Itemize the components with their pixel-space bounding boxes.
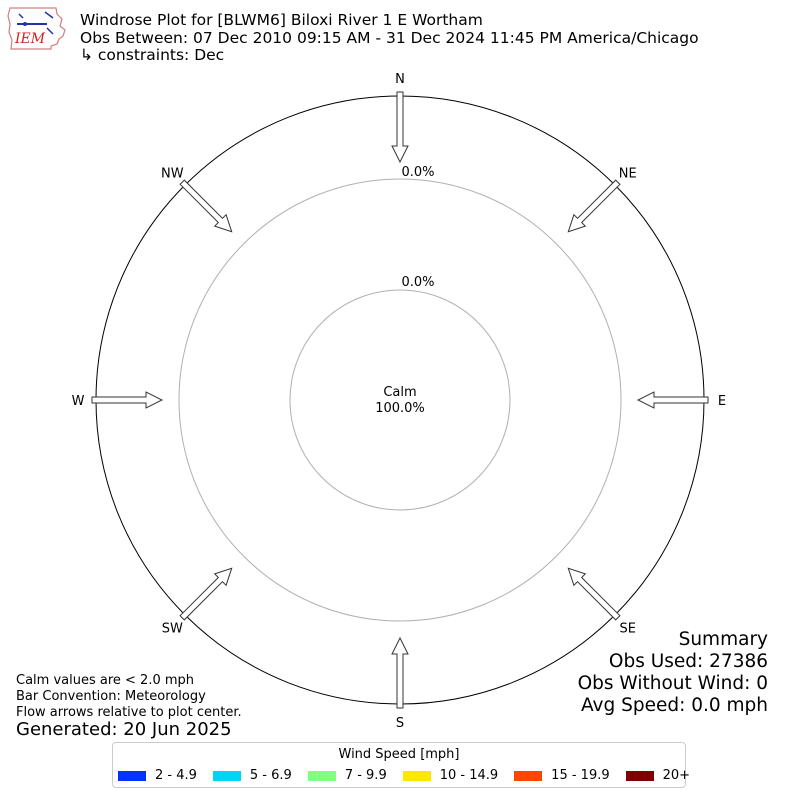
legend-label: 7 - 9.9 [344, 768, 387, 783]
plot-title: Windrose Plot for [BLWM6] Biloxi River 1 E Wortham [80, 11, 483, 29]
legend-item [308, 768, 387, 783]
flow-arrows-note: Flow arrows relative to plot center. [16, 705, 242, 720]
legend-swatch [514, 771, 542, 781]
calm-label: Calm [383, 385, 417, 400]
direction-label-n: N [395, 72, 405, 87]
legend-label: 10 - 14.9 [439, 768, 499, 783]
legend-item [403, 768, 498, 783]
legend-item [626, 768, 690, 783]
legend-label: 20+ [662, 768, 691, 783]
summary-obs-without-wind: Obs Without Wind: 0 [577, 673, 768, 694]
legend-title: Wind Speed [mph] [338, 747, 460, 762]
constraints-label: ↳ constraints: Dec [80, 46, 225, 64]
legend-item [514, 768, 609, 783]
flow-arrow-w [92, 392, 162, 408]
legend-swatch [308, 771, 336, 781]
flow-arrow-ne [568, 180, 620, 232]
legend-label: 2 - 4.9 [155, 768, 197, 783]
summary-obs-used: Obs Used: 27386 [608, 651, 768, 672]
grid-ring-outer [179, 179, 621, 621]
bar-convention-note: Bar Convention: Meteorology [16, 689, 206, 704]
summary-avg-speed: Avg Speed: 0.0 mph [580, 695, 768, 716]
generated-date: Generated: 20 Jun 2025 [16, 719, 232, 740]
direction-label-ne: NE [618, 166, 637, 182]
flow-arrow-sw [180, 568, 232, 620]
legend-item [118, 768, 197, 783]
obs-period: Obs Between: 07 Dec 2010 09:15 AM - 31 Dec 2024 11:45 PM America/Chicago [80, 29, 699, 47]
speed-legend [112, 742, 691, 788]
flow-arrow-s [392, 638, 408, 708]
legend-item [213, 768, 292, 783]
flow-arrow-n [392, 92, 408, 162]
flow-arrow-e [638, 392, 708, 408]
legend-swatch [118, 771, 146, 781]
direction-label-e: E [717, 394, 727, 409]
logo-text: IEM [15, 31, 46, 47]
direction-label-nw: NW [161, 166, 184, 182]
legend-swatch [213, 771, 241, 781]
grid-ring-inner [290, 290, 510, 510]
legend-items [118, 768, 690, 783]
legend-label: 15 - 19.9 [551, 768, 610, 783]
flow-arrow-nw [180, 180, 232, 232]
flow-arrow-se [568, 568, 620, 620]
legend-label: 5 - 6.9 [249, 768, 292, 783]
summary-title: Summary [678, 629, 768, 650]
legend-swatch [626, 771, 654, 781]
direction-label-se: SE [619, 621, 636, 637]
ring-label-inner: 0.0% [401, 275, 435, 290]
calm-note: Calm values are < 2.0 mph [16, 673, 195, 688]
ring-label-outer: 0.0% [401, 165, 435, 180]
legend-swatch [403, 771, 431, 781]
direction-label-w: W [71, 394, 85, 409]
direction-label-s: S [395, 716, 405, 731]
calm-value: 100.0% [375, 401, 425, 416]
direction-label-sw: SW [161, 621, 183, 637]
